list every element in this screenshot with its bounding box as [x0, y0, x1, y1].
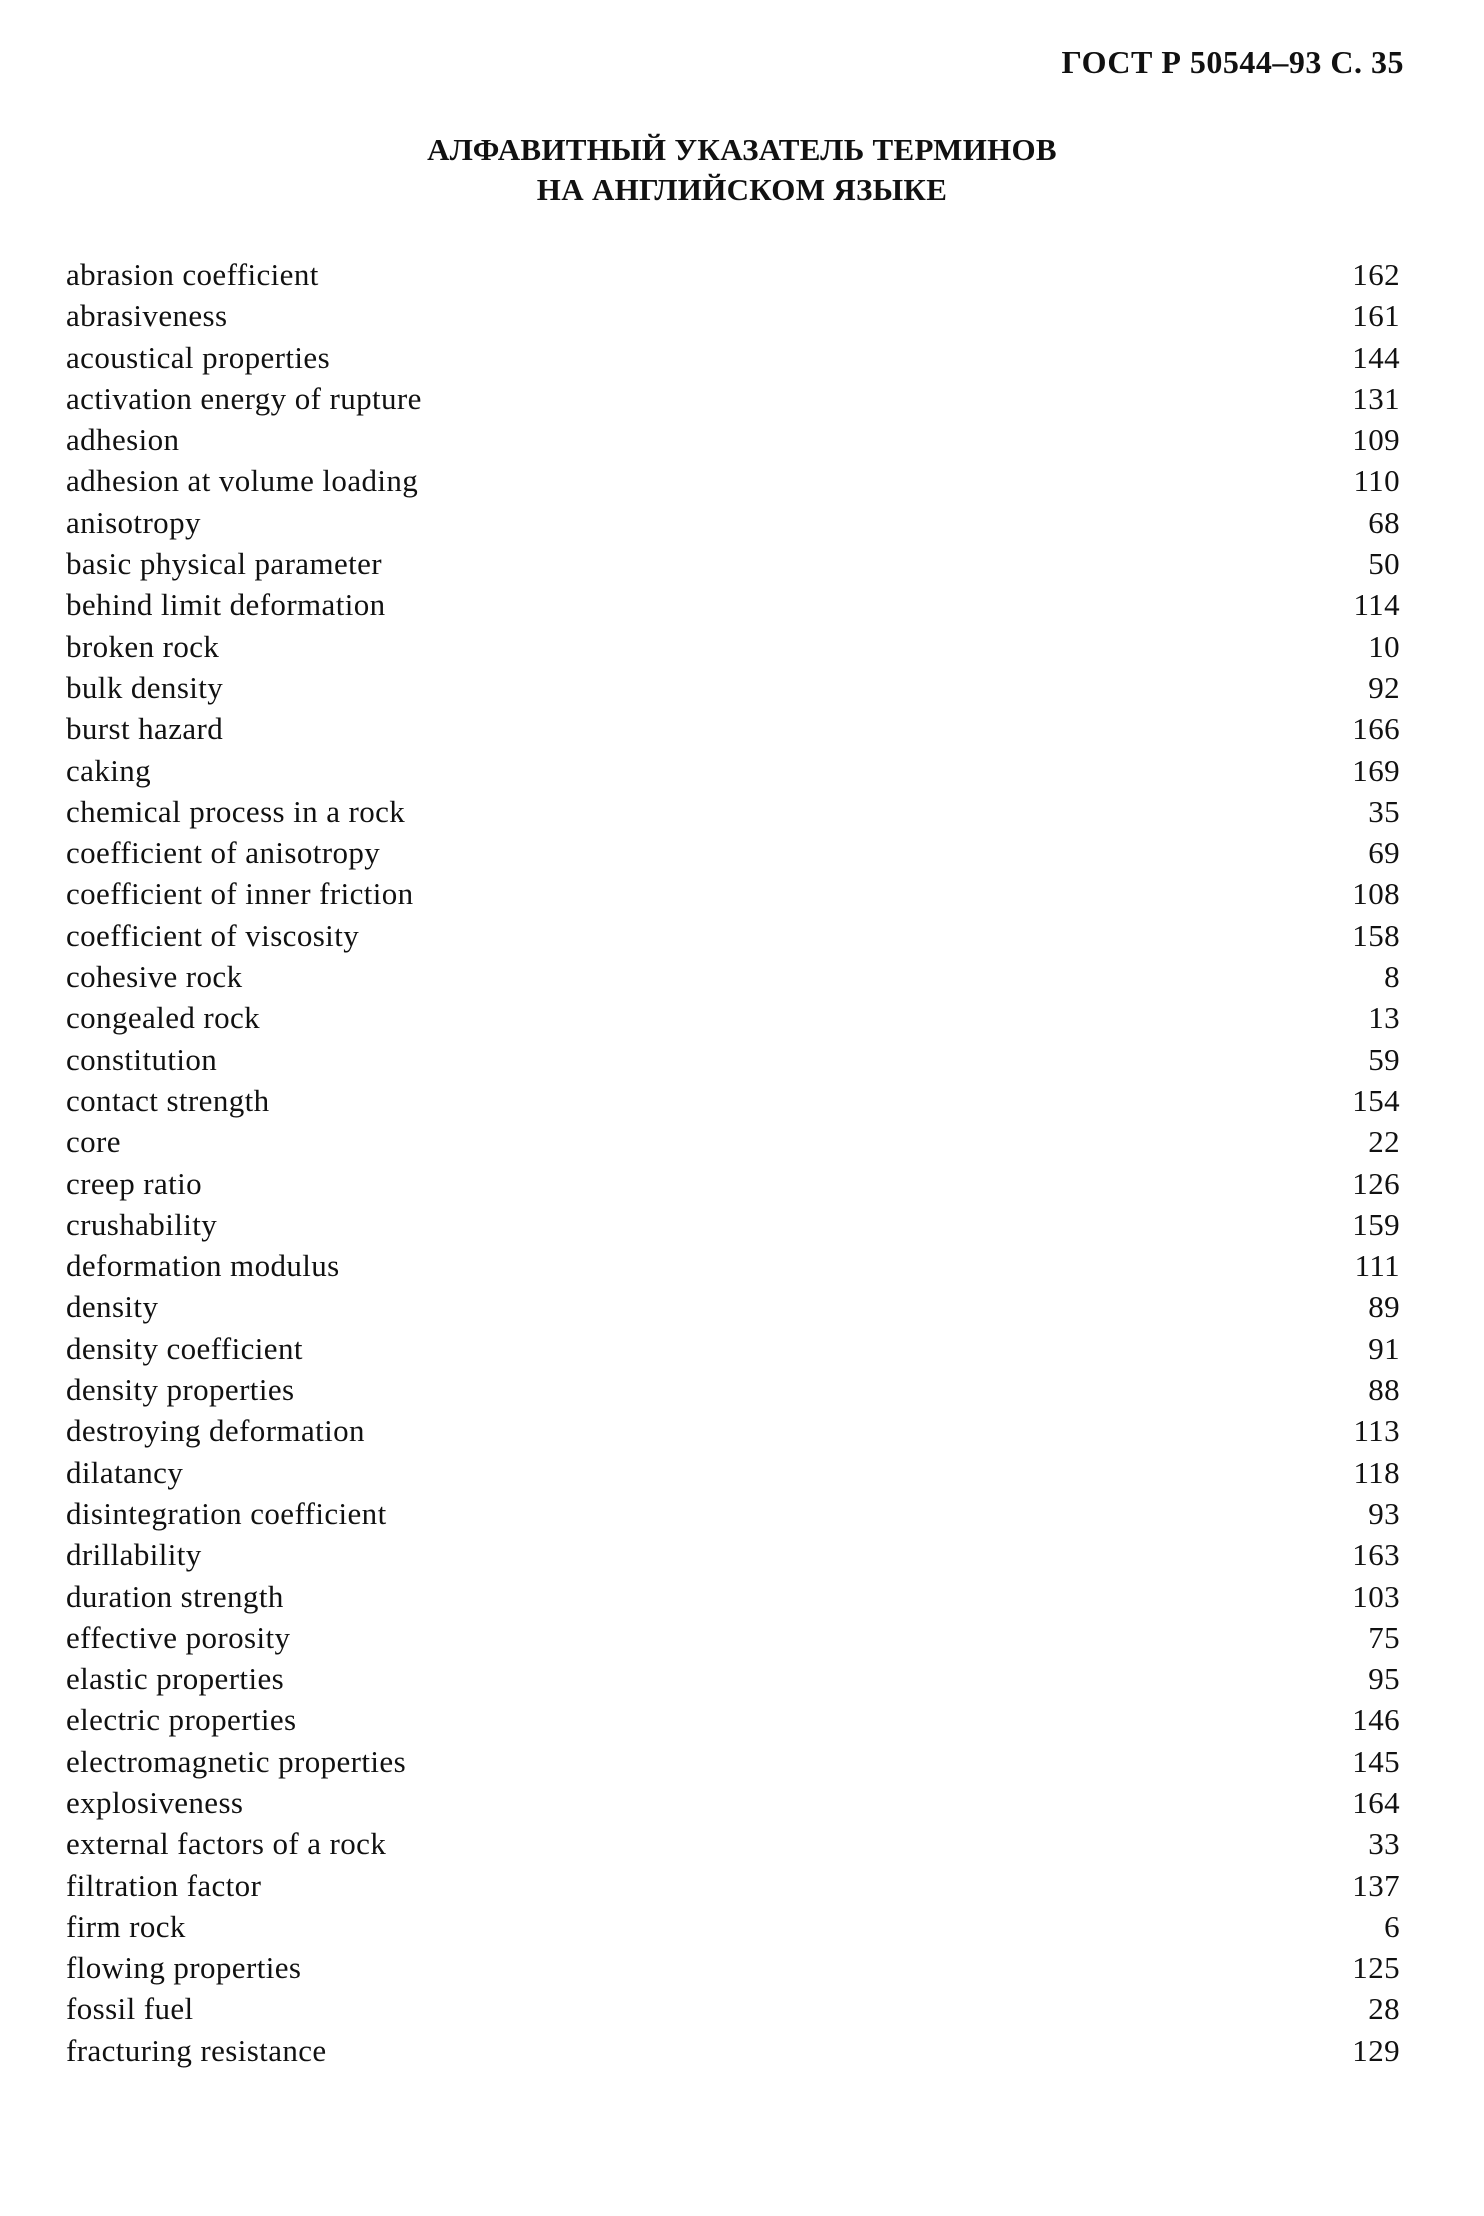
index-term: abrasion coefficient — [66, 257, 319, 292]
index-entry — [66, 1576, 1400, 1617]
index-term: creep ratio — [66, 1165, 203, 1201]
index-term-number: 35 — [1368, 793, 1400, 829]
index-entry — [66, 378, 1400, 419]
index-term: coefficient of inner friction — [66, 876, 414, 912]
index-entry — [66, 873, 1400, 914]
index-entry — [66, 1534, 1400, 1575]
index-term-number: 109 — [1352, 422, 1400, 458]
index-term: electric properties — [66, 1702, 297, 1738]
index-term: filtration factor — [66, 1867, 262, 1903]
index-term: abrasiveness — [66, 298, 228, 334]
index-entry — [66, 1617, 1400, 1658]
index-term-number: 118 — [1353, 1454, 1400, 1490]
index-term: fossil fuel — [66, 1991, 194, 2027]
index-term: elastic properties — [66, 1661, 285, 1697]
index-term-number: 10 — [1368, 628, 1400, 664]
index-term: crushability — [66, 1206, 218, 1242]
index-entry — [66, 254, 1400, 295]
index-term: broken rock — [66, 628, 220, 664]
index-term: adhesion — [66, 422, 180, 458]
index-term: behind limit deformation — [66, 587, 386, 623]
index-term: basic physical parameter — [66, 546, 383, 582]
index-term: congealed rock — [66, 1000, 261, 1036]
index-entry — [66, 1988, 1400, 2029]
index-term: effective porosity — [66, 1619, 291, 1655]
index-entry — [66, 1121, 1400, 1162]
index-entry — [66, 1906, 1400, 1947]
index-term-number: 68 — [1368, 504, 1400, 540]
index-entry — [66, 1865, 1400, 1906]
index-term-number: 158 — [1352, 917, 1400, 953]
index-term-number: 50 — [1368, 546, 1400, 582]
index-entry — [66, 1080, 1400, 1121]
index-term: explosiveness — [66, 1784, 244, 1820]
index-term-number: 144 — [1352, 339, 1400, 375]
title-line-2: НА АНГЛИЙСКОМ ЯЗЫКЕ — [536, 172, 948, 207]
index-term-number: 93 — [1368, 1495, 1400, 1531]
title-line-1: АЛФАВИТНЫЙ УКАЗАТЕЛЬ ТЕРМИНОВ — [427, 132, 1057, 167]
index-entry — [66, 584, 1400, 625]
index-entry — [66, 295, 1400, 336]
index-term: density coefficient — [66, 1330, 303, 1366]
index-term-number: 113 — [1353, 1413, 1400, 1449]
index-term-number: 145 — [1352, 1743, 1400, 1779]
index-entry — [66, 1245, 1400, 1286]
index-term: coefficient of viscosity — [66, 917, 360, 953]
index-entry — [66, 543, 1400, 584]
index-term: cohesive rock — [66, 959, 243, 995]
index-term-number: 169 — [1352, 752, 1400, 788]
index-entry — [66, 460, 1400, 501]
index-term: destroying deformation — [66, 1413, 365, 1449]
index-entry — [66, 832, 1400, 873]
index-entry — [66, 502, 1400, 543]
index-term: bulk density — [66, 669, 224, 705]
index-entry — [66, 915, 1400, 956]
index-entry — [66, 708, 1400, 749]
index-term: constitution — [66, 1041, 218, 1077]
index-entry — [66, 1782, 1400, 1823]
index-term: drillability — [66, 1537, 202, 1573]
index-entry — [66, 791, 1400, 832]
index-entry — [66, 1163, 1400, 1204]
index-entry — [66, 337, 1400, 378]
index-term-number: 162 — [1352, 257, 1400, 292]
index-term: anisotropy — [66, 504, 201, 540]
index-term-number: 75 — [1368, 1619, 1400, 1655]
index-entry — [66, 1286, 1400, 1327]
index-entry — [66, 997, 1400, 1038]
index-term-number: 166 — [1352, 711, 1400, 747]
index-term: fracturing resistance — [66, 2032, 327, 2068]
page-header: ГОСТ Р 50544–93 С. 35 — [1061, 44, 1404, 80]
index-term-number: 59 — [1368, 1041, 1400, 1077]
index-term-number: 114 — [1353, 587, 1400, 623]
index-term: coefficient of anisotropy — [66, 835, 381, 871]
index-term: firm rock — [66, 1908, 186, 1944]
index-term-number: 89 — [1368, 1289, 1400, 1325]
index-term: density properties — [66, 1372, 295, 1408]
index-entry — [66, 1452, 1400, 1493]
index-term-number: 146 — [1352, 1702, 1400, 1738]
index-entry — [66, 1204, 1400, 1245]
index-term-number: 110 — [1353, 463, 1400, 499]
index-term: flowing properties — [66, 1950, 302, 1986]
index-term: dilatancy — [66, 1454, 184, 1490]
index-entry — [66, 1039, 1400, 1080]
index-term: density — [66, 1289, 159, 1325]
index-entry — [66, 1328, 1400, 1369]
index-entry — [66, 1410, 1400, 1451]
index-term: duration strength — [66, 1578, 284, 1614]
index-term-number: 33 — [1368, 1826, 1400, 1862]
index-term-number: 161 — [1352, 298, 1400, 334]
index-term-number: 69 — [1368, 835, 1400, 871]
index-term-number: 137 — [1352, 1867, 1400, 1903]
index-term: caking — [66, 752, 152, 788]
index-term-number: 88 — [1368, 1372, 1400, 1408]
index-term-number: 13 — [1368, 1000, 1400, 1036]
index-entry — [66, 1741, 1400, 1782]
index-term-number: 154 — [1352, 1082, 1400, 1118]
index-entry — [66, 1493, 1400, 1534]
index-term-number: 163 — [1352, 1537, 1400, 1573]
index-term: external factors of a rock — [66, 1826, 387, 1862]
index-term-number: 22 — [1368, 1124, 1400, 1160]
index-term-number: 126 — [1352, 1165, 1400, 1201]
page-title — [0, 130, 1484, 210]
index-entry — [66, 1823, 1400, 1864]
index-term: acoustical properties — [66, 339, 331, 375]
index-entry — [66, 956, 1400, 997]
index-entry — [66, 1658, 1400, 1699]
index-term-number: 8 — [1384, 959, 1400, 995]
index-term: activation energy of rupture — [66, 380, 422, 416]
index-term-number: 131 — [1352, 380, 1400, 416]
index-term-number: 111 — [1354, 1248, 1400, 1284]
index-term-number: 103 — [1352, 1578, 1400, 1614]
index-entry — [66, 2030, 1400, 2071]
term-index-list — [66, 254, 1400, 2071]
index-term: adhesion at volume loading — [66, 463, 419, 499]
index-entry — [66, 1369, 1400, 1410]
index-term-number: 129 — [1352, 2032, 1400, 2068]
index-term-number: 108 — [1352, 876, 1400, 912]
index-term: burst hazard — [66, 711, 224, 747]
index-term-number: 125 — [1352, 1950, 1400, 1986]
index-entry — [66, 1699, 1400, 1740]
index-term: chemical process in a rock — [66, 793, 406, 829]
index-term: contact strength — [66, 1082, 270, 1118]
index-entry — [66, 1947, 1400, 1988]
index-term: deformation modulus — [66, 1248, 340, 1284]
index-term-number: 91 — [1368, 1330, 1400, 1366]
index-term: core — [66, 1124, 121, 1160]
index-term: disintegration coefficient — [66, 1495, 387, 1531]
index-term-number: 95 — [1368, 1661, 1400, 1697]
index-term: electromagnetic properties — [66, 1743, 407, 1779]
index-entry — [66, 626, 1400, 667]
index-entry — [66, 667, 1400, 708]
index-term-number: 164 — [1352, 1784, 1400, 1820]
index-term-number: 6 — [1384, 1908, 1400, 1944]
index-term-number: 159 — [1352, 1206, 1400, 1242]
index-entry — [66, 750, 1400, 791]
index-term-number: 28 — [1368, 1991, 1400, 2027]
index-entry — [66, 419, 1400, 460]
index-term-number: 92 — [1368, 669, 1400, 705]
